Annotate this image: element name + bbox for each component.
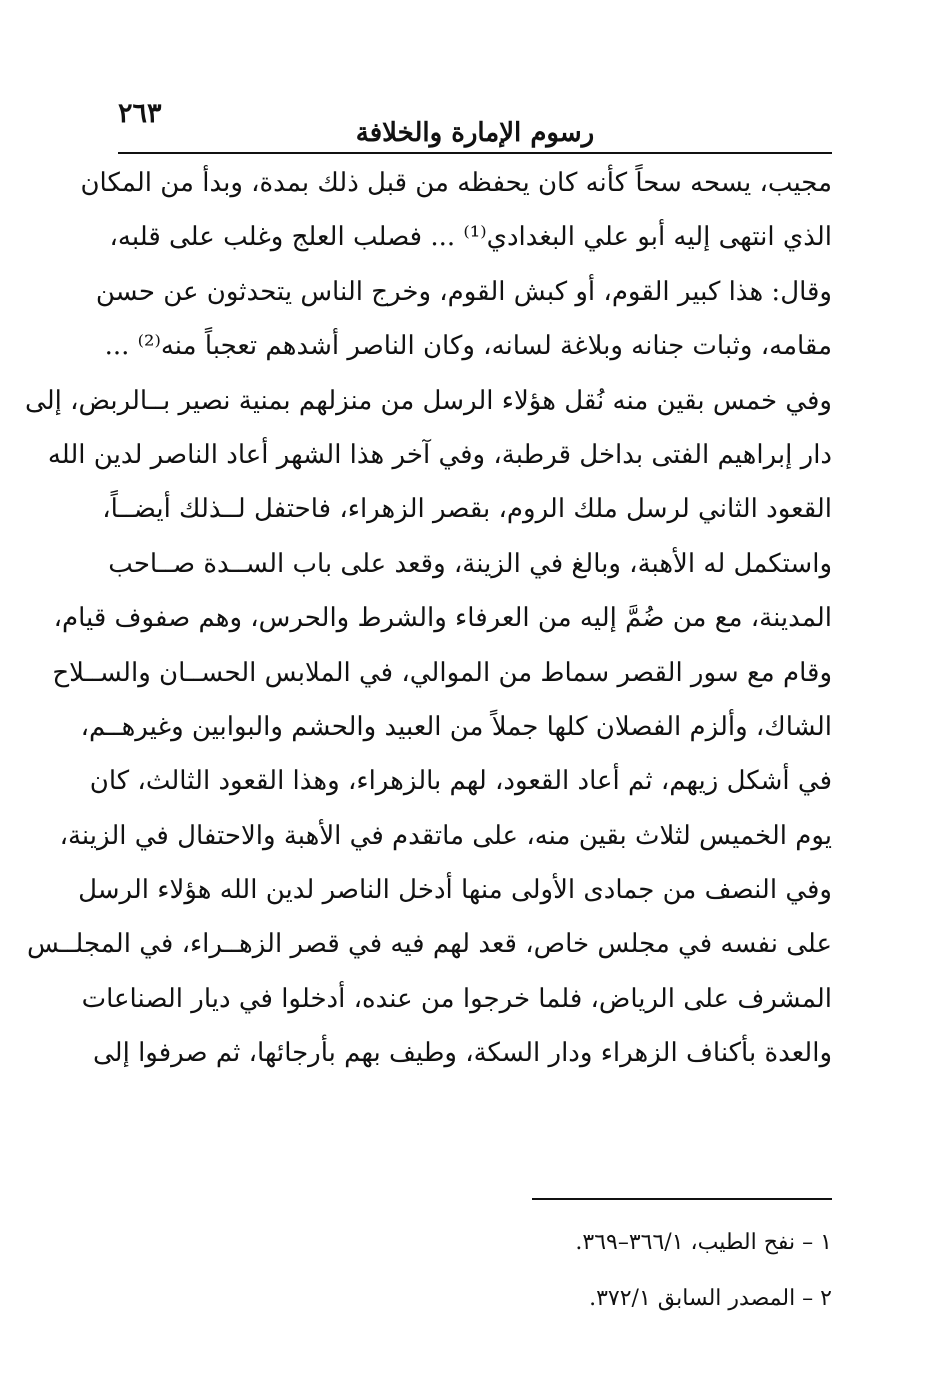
text-line: وفي النصف من جمادى الأولى منها أدخل الناصر لدين الله هؤلاء الرسل: [78, 875, 832, 906]
text-line: مجيب، يسحه سحاً كأنه كان يحفظه من قبل ذلك بمدة، وبدأ من المكان: [80, 168, 832, 198]
text-line: المشرف على الرياض، فلما خرجوا من عنده، أدخلوا في ديار الصناعات: [81, 983, 832, 1014]
text-line: وقام مع سور القصر سماط من الموالي، في الملابس الحســان والســلاح: [52, 657, 832, 688]
footnote-2: ٢ – المصدر السابق ٣٧٢/١.: [589, 1286, 832, 1311]
header-rule: [118, 152, 832, 154]
text-line: مقامه، وثبات جنانه وبلاغة لسانه، وكان الناصر أشدهم تعجباً منه⁽²⁾ ...: [104, 331, 832, 362]
page-number: ٢٦٣: [118, 98, 162, 129]
text-line: على نفسه في مجلس خاص، قعد لهم فيه في قصر الزهــراء، في المجلــس: [26, 929, 832, 960]
text-line: دار إبراهيم الفتى بداخل قرطبة، وفي آخر هذا الشهر أعاد الناصر لدين الله: [47, 439, 832, 470]
text-line: الشاك، وألزم الفصلان كلها جملاً من العبيد والحشم والبوابين وغيرهــم،: [80, 711, 832, 742]
text-line: في أشكل زيهم، ثم أعاد القعود، لهم بالزهراء، وهذا القعود الثالث، كان: [89, 766, 832, 797]
text-line: المدينة، مع من ضُمَّ إليه من العرفاء والشرط والحرس، وهم صفوف قيام،: [53, 603, 832, 634]
text-line: وفي خمس بقين منه نُقل هؤلاء الرسل من منزلهم بمنية نصير بــالربض، إلى: [25, 385, 832, 416]
text-line: والعدة بأكناف الزهراء ودار السكة، وطيف بهم بأرجائها، ثم صرفوا إلى: [93, 1038, 832, 1069]
footnote-1: ١ – نفح الطيب، ٣٦٦/١–٣٦٩.: [575, 1230, 832, 1255]
footnotes: [400, 1222, 832, 1334]
text-line: القعود الثاني لرسل ملك الروم، بقصر الزهراء، فاحتفل لــذلك أيضــاً،: [102, 494, 832, 525]
text-line: وقال: هذا كبير القوم، أو كبش القوم، وخرج الناس يتحدثون عن حسن: [95, 276, 832, 307]
running-header: رسوم الإمارة والخلافة: [355, 118, 595, 148]
footnote-rule: [532, 1198, 832, 1200]
body-text: [25, 156, 832, 1081]
text-line: واستكمل له الأهبة، وبالغ في الزينة، وقعد على باب الســدة صــاحب: [108, 548, 832, 579]
text-line: الذي انتهى إليه أبو علي البغدادي⁽¹⁾ ... فصلب العلج وغلب على قلبه،: [109, 222, 832, 253]
text-line: يوم الخميس لثلاث بقين منه، على ماتقدم في الأهبة والاحتفال في الزينة،: [59, 820, 832, 851]
